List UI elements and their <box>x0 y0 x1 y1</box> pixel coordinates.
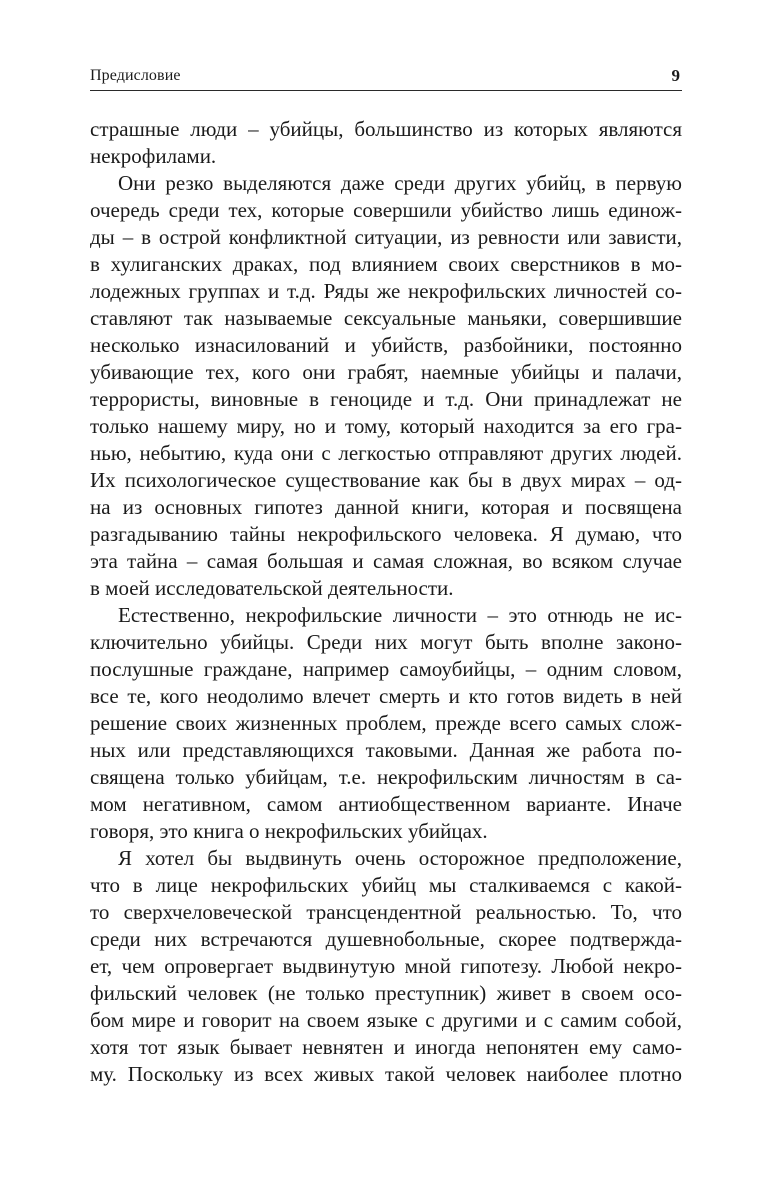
text-line: нью, небытию, куда они с легкостью отправляют других людей. <box>90 441 682 465</box>
text-line: эта тайна – самая большая и самая сложная, во всяком случае <box>90 549 682 573</box>
text-line: лодежных группах и т.д. Ряды же некрофильских личностей со- <box>90 279 682 303</box>
text-line: ет, чем опровергает выдвинутую мной гипотезу. Любой некро- <box>90 954 682 978</box>
text-line: Их психологическое существование как бы в двух мирах – од- <box>90 468 682 492</box>
text-line: ных или представляющихся таковыми. Данная же работа по- <box>90 738 682 762</box>
text-line: разгадыванию тайны некрофильского человека. Я думаю, что <box>90 522 682 546</box>
text-line: страшные люди – убийцы, большинство из которых являются <box>90 117 682 141</box>
text-line: хотя тот язык бывает невнятен и иногда непонятен ему само- <box>90 1035 682 1059</box>
text-line: в моей исследовательской деятельности. <box>90 576 454 600</box>
text-line: ставляют так называемые сексуальные маньяки, совершившие <box>90 306 682 330</box>
text-line: Естественно, некрофильские личности – это отнюдь не ис- <box>118 603 682 627</box>
section-title: Предисловие <box>90 67 181 84</box>
text-line: что в лице некрофильских убийц мы сталкиваемся с какой- <box>90 873 682 897</box>
text-line: мом негативном, самом антиобщественном варианте. Иначе <box>90 792 682 816</box>
text-line: ключительно убийцы. Среди них могут быть вполне законо- <box>90 630 682 654</box>
text-line: ды – в острой конфликтной ситуации, из ревности или зависти, <box>90 225 682 249</box>
text-line: му. Поскольку из всех живых такой человек наиболее плотно <box>90 1062 682 1086</box>
text-line: бом мире и говорит на своем языке с другими и с самим собой, <box>90 1008 682 1032</box>
text-line: фильский человек (не только преступник) живет в своем осо- <box>90 981 682 1005</box>
page-number: 9 <box>671 66 680 85</box>
text-line: Я хотел бы выдвинуть очень осторожное предположение, <box>118 846 682 870</box>
text-line: убивающие тех, кого они грабят, наемные убийцы и палачи, <box>90 360 682 384</box>
running-header <box>90 64 682 91</box>
text-line: то сверхчеловеческой трансцендентной реальностью. То, что <box>90 900 682 924</box>
text-line: священа только убийцам, т.е. некрофильским личностям в са- <box>90 765 682 789</box>
text-line: в хулиганских драках, под влиянием своих сверстников в мо- <box>90 252 682 276</box>
text-line: некрофилами. <box>90 144 217 168</box>
text-line: послушные граждане, например самоубийцы, – одним словом, <box>90 657 682 681</box>
text-line: Они резко выделяются даже среди других убийц, в первую <box>118 171 682 195</box>
text-line: среди них встречаются душевнобольные, скорее подтвержда- <box>90 927 682 951</box>
text-line: очередь среди тех, которые совершили убийство лишь единож- <box>90 198 682 222</box>
text-line: несколько изнасилований и убийств, разбойники, постоянно <box>90 333 682 357</box>
text-line: террористы, виновные в геноциде и т.д. Они принадлежат не <box>90 387 682 411</box>
text-line: на из основных гипотез данной книги, которая и посвящена <box>90 495 682 519</box>
text-line: говоря, это книга о некрофильских убийцах. <box>90 819 488 843</box>
text-line: только нашему миру, но и тому, который находится за его гра- <box>90 414 682 438</box>
text-line: решение своих жизненных проблем, прежде всего самых слож- <box>90 711 682 735</box>
text-line: все те, кого неодолимо влечет смерть и кто готов видеть в ней <box>90 684 682 708</box>
